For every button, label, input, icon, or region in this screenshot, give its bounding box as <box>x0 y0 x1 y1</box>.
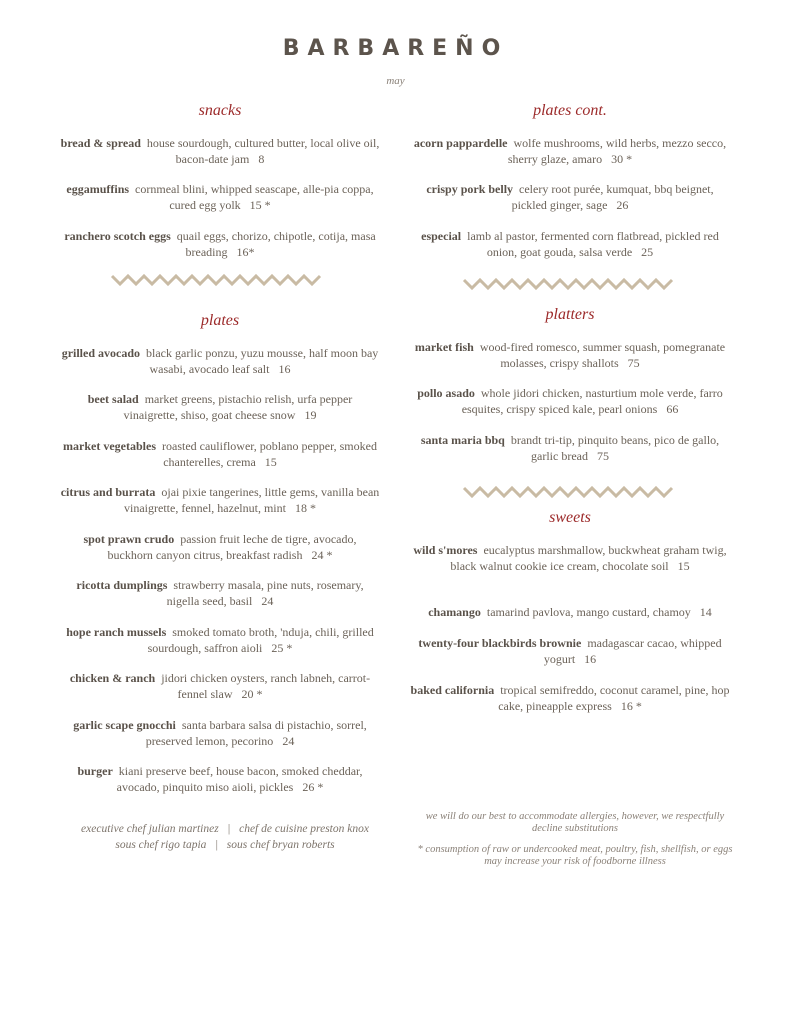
menu-item <box>410 433 730 464</box>
item-name: burger <box>77 764 113 778</box>
menu-item <box>60 625 380 656</box>
menu-item <box>60 532 380 563</box>
menu-item <box>410 636 730 667</box>
item-desc: eucalyptus marshmallow, buckwheat graham twig, black walnut cookie ice cream, chocolate soil <box>450 543 727 573</box>
item-desc: quail eggs, chorizo, chipotle, cotija, masa breading <box>176 229 376 259</box>
menu-item <box>60 229 380 260</box>
menu-item <box>410 229 730 260</box>
menu-item <box>410 605 730 621</box>
menu-item <box>410 543 730 574</box>
item-price: 20 * <box>241 686 263 701</box>
item-name: twenty-four blackbirds brownie <box>418 636 582 650</box>
item-name: garlic scape gnocchi <box>73 718 176 732</box>
menu-item <box>60 671 380 702</box>
item-price: 18 * <box>294 500 316 515</box>
section-title-plates-cont: plates cont. <box>533 102 607 119</box>
item-price: 25 * <box>271 640 293 655</box>
menu-item <box>60 136 380 167</box>
item-price: 14 <box>699 605 712 619</box>
item-name: santa maria bbq <box>420 433 505 447</box>
credits-line-2: sous chef rigo tapia | sous chef bryan roberts <box>115 839 335 851</box>
item-price: 19 <box>304 407 317 422</box>
item-price: 16* <box>236 244 255 259</box>
item-price: 25 <box>641 244 654 259</box>
item-name: citrus and burrata <box>60 485 156 499</box>
chef-credits <box>40 821 410 853</box>
item-desc: roasted cauliflower, poblano pepper, smoked chanterelles, crema <box>162 439 377 469</box>
item-name: ricotta dumplings <box>76 578 168 592</box>
item-desc: whole jidori chicken, nasturtium mole verde, farro esquites, crispy spiced kale, pearl onions <box>461 386 723 416</box>
item-price: 16 * <box>620 698 642 713</box>
item-desc: smoked tomato broth, 'nduja, chili, grilled sourdough, saffron aioli <box>147 625 374 655</box>
item-price: 26 * <box>302 779 324 794</box>
item-desc: market greens, pistachio relish, urfa pepper vinaigrette, shiso, goat cheese snow <box>123 392 353 422</box>
item-price: 30 * <box>611 151 633 166</box>
item-name: pollo asado <box>417 386 475 400</box>
item-name: grilled avocado <box>61 346 141 360</box>
menu-item <box>60 182 380 213</box>
menu-item <box>60 578 380 609</box>
item-desc: tamarind pavlova, mango custard, chamoy <box>486 605 691 619</box>
item-name: baked california <box>410 683 495 697</box>
menu-item <box>60 718 380 749</box>
item-name: ranchero scotch eggs <box>64 229 171 243</box>
item-desc: wood-fired romesco, summer squash, pomegranate molasses, crispy shallots <box>479 340 726 370</box>
item-price: 15 * <box>249 197 271 212</box>
menu-item <box>410 386 730 417</box>
item-name: market vegetables <box>63 439 156 453</box>
item-price: 75 <box>627 355 640 370</box>
menu-item <box>410 182 730 213</box>
item-desc: celery root purée, kumquat, bbq beignet, pickled ginger, sage <box>511 182 714 212</box>
item-desc: house sourdough, cultured butter, local olive oil, bacon-date jam <box>146 136 380 166</box>
item-desc: brandt tri-tip, pinquito beans, pico de gallo, garlic bread <box>510 433 720 463</box>
item-price: 24 * <box>311 547 333 562</box>
item-desc: tropical semifreddo, coconut caramel, pine, hop cake, pineapple express <box>498 683 730 713</box>
menu-item <box>410 136 730 167</box>
item-desc: jidori chicken oysters, ranch labneh, carrot-fennel slaw <box>161 671 371 701</box>
menu-item <box>60 764 380 795</box>
item-desc: lamb al pastor, fermented corn flatbread, pickled red onion, goat gouda, salsa verde <box>467 229 719 259</box>
item-desc: santa barbara salsa di pistachio, sorrel, preserved lemon, pecorino <box>145 718 367 748</box>
zigzag-divider <box>410 276 730 292</box>
menu-item <box>60 346 380 377</box>
item-price: 16 <box>278 361 291 376</box>
item-price: 24 <box>282 733 295 748</box>
menu-item <box>410 340 730 371</box>
menu-item <box>410 683 730 714</box>
item-price: 15 <box>264 454 277 469</box>
item-name: acorn pappardelle <box>413 136 508 150</box>
section-title-plates: plates <box>200 312 240 329</box>
item-name: beet salad <box>87 392 139 406</box>
item-desc: strawberry masala, pine nuts, rosemary, nigella seed, basil <box>166 578 364 608</box>
item-name: chicken & ranch <box>69 671 156 685</box>
item-desc: passion fruit leche de tigre, avocado, buckhorn canyon citrus, breakfast radish <box>107 532 357 562</box>
right-column <box>410 0 730 1024</box>
item-desc: ojai pixie tangerines, little gems, vanilla bean vinaigrette, fennel, hazelnut, mint <box>124 485 380 515</box>
menu-item <box>60 392 380 423</box>
item-name: especial <box>421 229 462 243</box>
item-name: wild s'mores <box>413 543 478 557</box>
item-desc: cornmeal blini, whipped seascape, alle-pia coppa, cured egg yolk <box>135 182 374 212</box>
restaurant-logo: BARBAREÑO <box>282 36 509 61</box>
item-name: eggamuffins <box>66 182 130 196</box>
item-name: market fish <box>414 340 474 354</box>
item-price: 75 <box>596 448 609 463</box>
credits-line-1: executive chef julian martinez | chef de cuisine preston knox <box>81 823 369 835</box>
menu-item <box>60 439 380 470</box>
item-price: 15 <box>677 558 690 573</box>
menu-item <box>60 485 380 516</box>
item-desc: kiani preserve beef, house bacon, smoked cheddar, avocado, pinquito miso aioli, pickles <box>116 764 363 794</box>
item-name: chamango <box>428 605 481 619</box>
item-price: 24 <box>261 593 274 608</box>
allergy-note: we will do our best to accommodate allergies, however, we respectfully decline substitutions <box>425 811 725 834</box>
zigzag-divider <box>60 272 380 288</box>
left-column <box>60 0 380 1024</box>
section-title-snacks: snacks <box>198 102 242 119</box>
section-title-sweets: sweets <box>549 509 591 526</box>
item-desc: madagascar cacao, whipped yogurt <box>543 636 722 666</box>
item-price: 66 <box>666 401 679 416</box>
consumption-note: * consumption of raw or undercooked meat, poultry, fish, shellfish, or eggs may increase your risk of foodborne illness <box>417 844 733 867</box>
zigzag-divider <box>410 484 730 500</box>
item-price: 8 <box>258 151 265 166</box>
item-name: spot prawn crudo <box>83 532 175 546</box>
item-name: bread & spread <box>60 136 141 150</box>
item-name: hope ranch mussels <box>66 625 167 639</box>
item-desc: black garlic ponzu, yuzu mousse, half moon bay wasabi, avocado leaf salt <box>146 346 379 376</box>
item-price: 16 <box>584 651 597 666</box>
menu-month: may <box>386 75 405 87</box>
section-title-platters: platters <box>545 306 595 323</box>
item-name: crispy pork belly <box>426 182 514 196</box>
item-desc: wolfe mushrooms, wild herbs, mezzo secco, sherry glaze, amaro <box>507 136 727 166</box>
item-price: 26 <box>616 197 629 212</box>
